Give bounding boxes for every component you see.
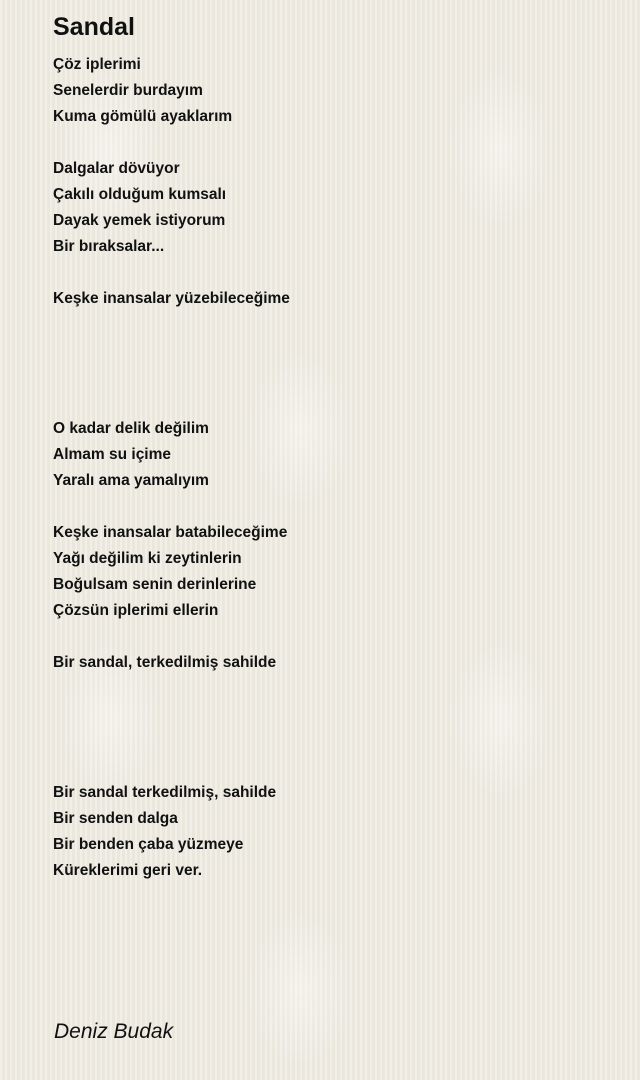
poem-title: Sandal (53, 13, 135, 41)
poem-line: Dalgalar dövüyor (53, 160, 180, 177)
poem-line: Bir bıraksalar... (53, 238, 165, 255)
poem-body (53, 52, 290, 884)
poem-line: Senelerdir burdayım (53, 82, 203, 99)
stanza-7 (53, 780, 290, 884)
stanza-2 (53, 156, 290, 260)
poem-line: Çözsün iplerimi ellerin (53, 602, 219, 619)
poem-line: Bir benden çaba yüzmeye (53, 836, 244, 853)
poem-line: Dayak yemek istiyorum (53, 212, 226, 229)
poem-line: Küreklerimi geri ver. (53, 862, 203, 879)
poem-line: Bir senden dalga (53, 810, 178, 827)
poem-line: Boğulsam senin derinlerine (53, 576, 257, 593)
stanza-6 (53, 650, 290, 676)
stanza-5 (53, 520, 290, 624)
stanza-3 (53, 286, 290, 312)
poem-line: Bir sandal terkedilmiş, sahilde (53, 784, 277, 801)
poem-line: Almam su içime (53, 446, 172, 463)
poem-line: O kadar delik değilim (53, 420, 209, 437)
poem-line: Keşke inansalar yüzebileceğime (53, 290, 290, 307)
poem-line: Yaralı ama yamalıyım (53, 472, 209, 489)
poem-line: Çöz iplerimi (53, 56, 141, 73)
poem-author: Deniz Budak (54, 1020, 174, 1043)
poem-line: Yağı değilim ki zeytinlerin (53, 550, 242, 567)
stanza-1 (53, 52, 290, 130)
poem-line: Çakılı olduğum kumsalı (53, 186, 227, 203)
poem-line: Kuma gömülü ayaklarım (53, 108, 233, 125)
stanza-4 (53, 416, 290, 494)
poem-line: Bir sandal, terkedilmiş sahilde (53, 654, 277, 671)
poem-line: Keşke inansalar batabileceğime (53, 524, 288, 541)
